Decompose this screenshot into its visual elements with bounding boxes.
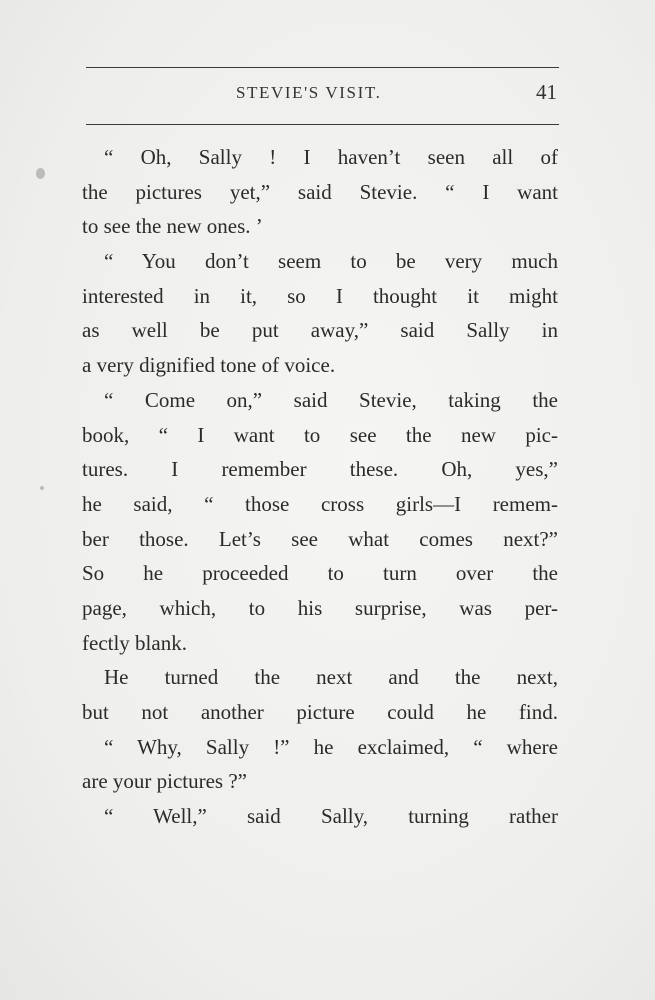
paper-speck	[36, 168, 45, 179]
running-head	[86, 80, 559, 113]
running-title: STEVIE'S VISIT.	[236, 83, 382, 102]
page-number: 41	[536, 80, 557, 104]
text-line: “ Well,” said Sally, turning rather	[104, 804, 558, 829]
text-line: book, “ I want to see the new pic-	[82, 422, 558, 447]
text-line: as well be put away,” said Sally in	[82, 318, 558, 343]
text-line: “ Why, Sally !” he exclaimed, “ where	[104, 734, 558, 759]
body-text	[82, 140, 558, 834]
text-line: page, which, to his surprise, was per-	[82, 595, 558, 620]
header-top-rule	[86, 67, 559, 68]
text-line: to see the new ones. ’	[82, 214, 263, 239]
text-line: “ Oh, Sally ! I haven’t seen all of	[104, 145, 558, 169]
text-line: fectly blank.	[82, 630, 187, 655]
text-line: a very dignified tone of voice.	[82, 353, 336, 378]
paper-speck	[40, 486, 44, 490]
text-line: “ You don’t seem to be very much	[104, 249, 558, 274]
text-line: tures. I remember these. Oh, yes,”	[82, 457, 558, 482]
text-line: “ Come on,” said Stevie, taking the	[104, 387, 558, 412]
header-bottom-rule	[86, 124, 559, 125]
text-line: he said, “ those cross girls—I remem-	[82, 491, 558, 516]
text-line: are your pictures ?”	[82, 769, 247, 794]
text-line: but not another picture could he find.	[82, 700, 558, 724]
text-line: He turned the next and the next,	[104, 665, 558, 690]
text-line: So he proceeded to turn over the	[82, 561, 558, 586]
text-line: interested in it, so I thought it might	[82, 283, 558, 308]
text-line: ber those. Let’s see what comes next?”	[82, 526, 558, 551]
text-line: the pictures yet,” said Stevie. “ I want	[82, 179, 558, 204]
